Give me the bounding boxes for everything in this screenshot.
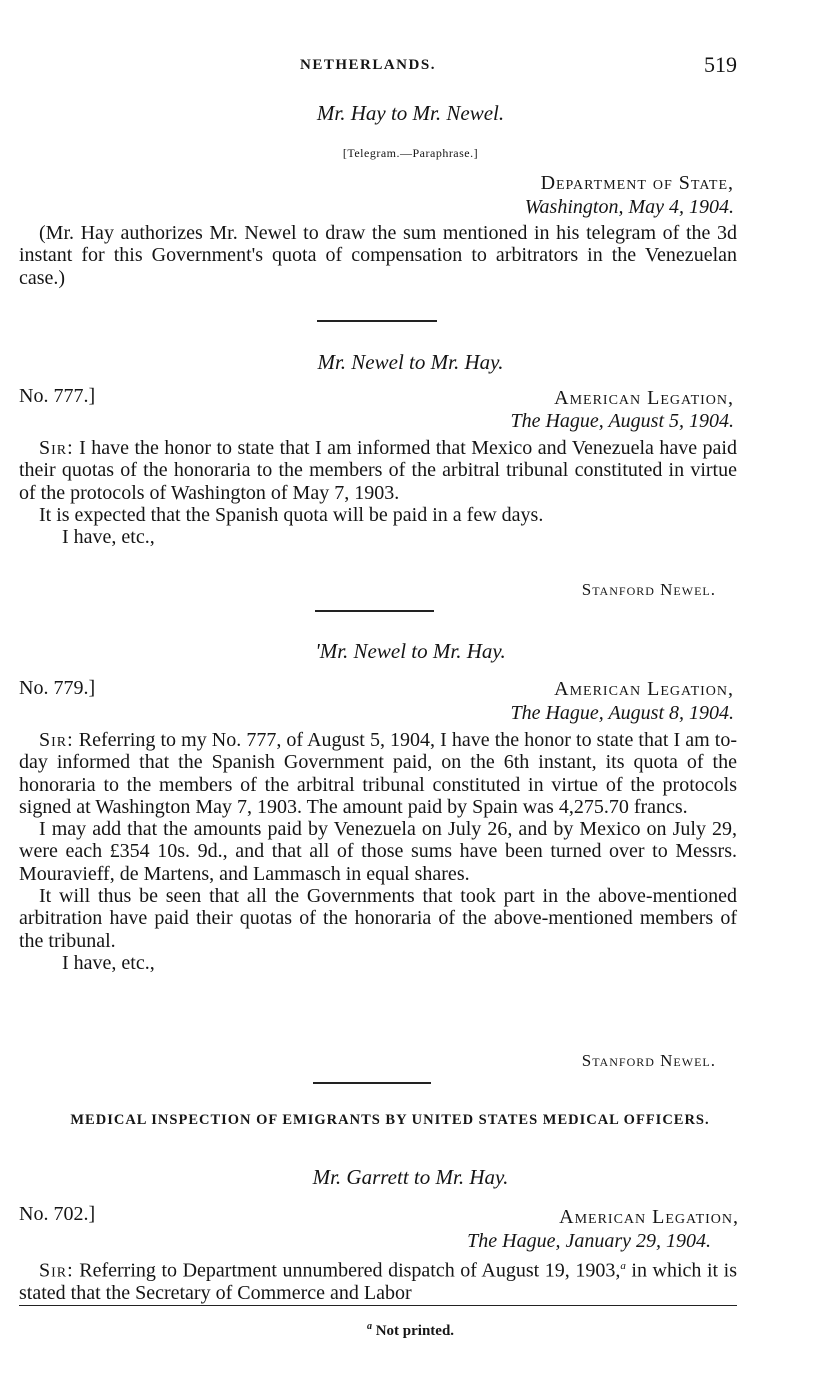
signature: Stanford Newel. [581, 580, 716, 599]
letter-heading: Mr. Hay to Mr. Newel. [316, 101, 505, 125]
footnote-text: Not printed. [375, 1323, 455, 1339]
page-number: 519 [704, 52, 737, 77]
letter-place-date: Washington, May 4, 1904. [524, 196, 734, 218]
paragraph [19, 729, 737, 818]
footnote-marker: a [366, 1321, 372, 1332]
footnote-marker: a [620, 1260, 626, 1272]
salutation: Sir: [39, 729, 74, 751]
letter-origin: American Legation, [554, 678, 734, 700]
letter-origin: American Legation, [554, 387, 734, 409]
footnote [0, 1321, 821, 1340]
letter-place-date: The Hague, August 8, 1904. [510, 702, 734, 724]
letter-body [19, 1255, 737, 1304]
paragraph: It is expected that the Spanish quota will be paid in a few days. [39, 503, 544, 526]
letter-place-date: The Hague, January 29, 1904. [467, 1230, 711, 1252]
letter-heading: Mr. Garrett to Mr. Hay. [312, 1165, 509, 1189]
telegram-note: [Telegram.—Paraphrase.] [342, 146, 479, 160]
paragraph: It will thus be seen that all the Governments that took part in the above-mentioned arbitration have paid their quotas of the honoraria of the above-mentioned members of the tribunal. [19, 885, 737, 952]
divider [313, 1082, 431, 1084]
divider [315, 610, 434, 612]
paragraph: (Mr. Hay authorizes Mr. Newel to draw the sum mentioned in his telegram of the 3d instant for this Government's quota of compensation to arbitrators in the Venezuelan case.) [19, 222, 737, 289]
paragraph [19, 437, 737, 504]
letter-origin: Department of State, [540, 172, 734, 194]
letter-heading: 'Mr. Newel to Mr. Hay. [315, 639, 506, 663]
running-head: NETHERLANDS. [300, 57, 436, 73]
dispatch-number: No. 779.] [19, 677, 96, 699]
salutation: Sir: [39, 1259, 74, 1282]
paragraph: I may add that the amounts paid by Venezuela on July 26, and by Mexico on July 29, were each £354 10s. 9d., and that all of those sums have been turned over to Messrs. Mouravieff, de Martens, and Lammasch in equal shares. [19, 818, 737, 885]
paragraph-text: Referring to Department unnumbered dispatch of August 19, 1903, [79, 1259, 621, 1282]
salutation: Sir: [39, 437, 74, 459]
letter-body [19, 222, 737, 289]
dispatch-number: No. 777.] [19, 385, 96, 407]
dispatch-number: No. 702.] [19, 1203, 96, 1225]
paragraph [19, 1255, 737, 1304]
section-title: MEDICAL INSPECTION OF EMIGRANTS BY UNITED STATES MEDICAL OFFICERS. [70, 1112, 710, 1128]
paragraph-text: in which it is stated that the Secretary of Commerce and Labor [19, 1259, 738, 1304]
signature: Stanford Newel. [581, 1051, 716, 1070]
divider [317, 320, 437, 322]
letter-heading: Mr. Newel to Mr. Hay. [317, 350, 504, 374]
closing: I have, etc., [62, 526, 155, 549]
paragraph-text: Referring to my No. 777, of August 5, 1904, I have the honor to state that I am to-day informed that the Spanish Government paid, on the 6th instant, its quota of the honoraria to the members of the arbitral tribunal constituted in virtue of the protocols signed at Washington May 7, 1903. The amount paid by Spain was 4,275.70 francs. [19, 729, 737, 818]
footnote-rule [19, 1305, 737, 1306]
letter-body [19, 729, 737, 974]
paragraph-text: I have the honor to state that I am informed that Mexico and Venezuela have paid their quotas of the honoraria to the members of the arbitral tribunal constituted in virtue of the protocols of Washington of May 7, 1903. [19, 437, 737, 504]
letter-body [19, 437, 737, 548]
letter-place-date: The Hague, August 5, 1904. [510, 410, 734, 432]
closing: I have, etc., [62, 951, 155, 974]
letter-origin: American Legation, [559, 1206, 739, 1228]
